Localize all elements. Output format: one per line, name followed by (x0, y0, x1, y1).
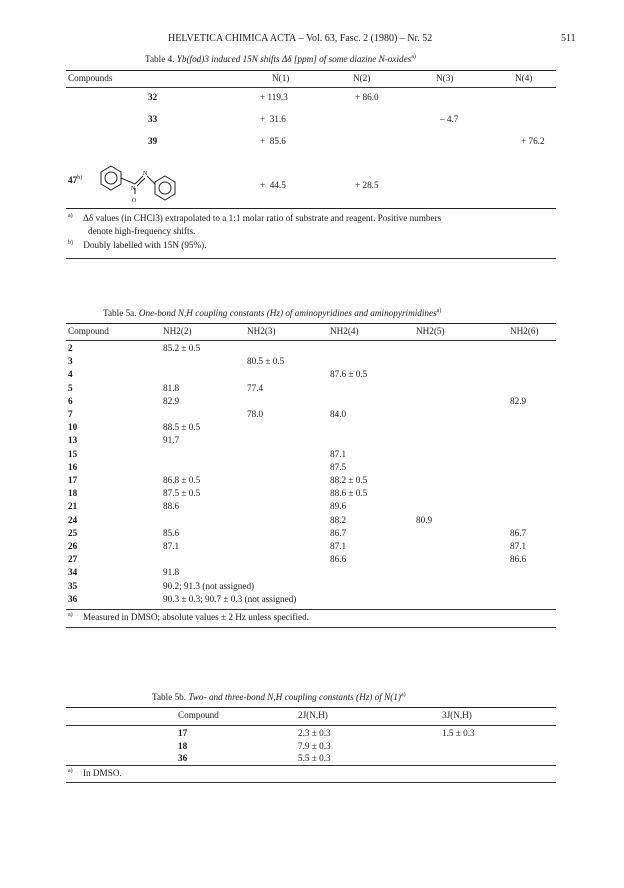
table4-bottom-rule (66, 208, 556, 209)
table5b-compound: 18 (178, 740, 188, 751)
table4-cell: + 119.3 (260, 92, 288, 102)
table5a-cell: 85.6 (163, 527, 180, 538)
journal-name: HELVETICA CHIMICA ACTA (168, 33, 297, 44)
table4-col-n3: N(3) (436, 73, 454, 83)
table4-compound: 39 (148, 136, 158, 146)
table5b-top-rule (66, 707, 556, 708)
table5b-cell: 7.9 ± 0.3 (298, 740, 331, 751)
table5a-compound: 2 (68, 343, 73, 353)
table5a-compound: 35 (68, 580, 78, 591)
table5a-col-header: NH2(4) (330, 326, 359, 336)
table5a-compound: 21 (68, 501, 78, 512)
table5a-cell: 86.7 (330, 527, 347, 538)
table5a-compound: 6 (68, 395, 73, 406)
table5a-col-header: NH2(3) (247, 326, 276, 336)
table4-footnote-b: $^{b)}$ Doubly labelled with 15N (95%). (68, 240, 207, 251)
table5a-cell: 91.7 (163, 435, 180, 446)
table5b-cell: 5.5 ± 0.3 (298, 753, 331, 763)
table5a-cell: 77.4 (247, 382, 264, 393)
table5a-bottom-rule (66, 609, 556, 610)
table5b-compound: 36 (178, 753, 188, 763)
table4-caption: Table 4. Yb(fod)3 induced 15N shifts Δδ [ppm] of some diazine N-oxides$^{a)}$ (145, 54, 416, 65)
table5a-compound: 5 (68, 382, 73, 393)
table5b-cell: 1.5 ± 0.3 (442, 728, 475, 738)
table5b-cell: 2.3 ± 0.3 (298, 728, 331, 738)
table5a-end-rule (66, 627, 556, 628)
table5a-cell: 87.1 (510, 541, 527, 551)
table5b-compound: 17 (178, 728, 188, 738)
table5a-cell: 88.5 ± 0.5 (163, 422, 201, 433)
table5a-header-rule (66, 340, 556, 341)
table5a-cell: 78.0 (247, 409, 264, 419)
table5a-cell: 88.2 (330, 514, 347, 525)
table4-cell: + 86.0 (355, 92, 379, 102)
table5b-col-compound: Compound (178, 710, 219, 720)
atom-label: N (131, 186, 136, 192)
table5a-compound: 15 (68, 448, 78, 459)
table4-cell: – 4.7 (440, 114, 459, 124)
table4-cell: + 44.5 (260, 180, 286, 190)
table5a-top-rule (66, 323, 556, 324)
table5a-col-header: NH2(2) (163, 326, 192, 336)
table5a-cell: 80.9 (416, 514, 433, 525)
table5a-cell: 87.6 ± 0.5 (330, 369, 368, 380)
table5a-cell: 87.1 (163, 541, 180, 551)
table5a-cell: 86.6 (330, 554, 347, 565)
table4-end-rule (66, 258, 556, 259)
table5b-col-2j: 2J(N,H) (298, 710, 328, 720)
table4-footnote-a-cont: denote high-frequency shifts. (88, 226, 196, 236)
table5a-cell: 90.3 ± 0.3; 90.7 ± 0.3 (not assigned) (163, 593, 297, 604)
table4-col-n1: N(1) (272, 73, 290, 83)
atom-label: O (132, 198, 137, 204)
page-number: 511 (561, 33, 576, 44)
table5a-compound: 13 (68, 435, 78, 446)
table5a-cell: 90.2; 91.3 (not assigned) (163, 580, 255, 591)
table5a-compound: 18 (68, 488, 78, 499)
atom-label: N (143, 171, 148, 177)
table4-cell: + 28.5 (355, 180, 379, 190)
table5b-end-rule (66, 782, 556, 783)
table5a-cell: 82.9 (163, 395, 180, 406)
table4-compound: 32 (148, 92, 158, 102)
table5a-cell: 87.5 (330, 461, 347, 472)
table5a-cell: 86.7 (510, 527, 527, 538)
journal-citation: – Vol. 63, Fasc. 2 (1980) – Nr. 52 (298, 33, 433, 44)
table4-footnote-a: $^{a)}$ Δδ values (in CHCl3) extrapolated to a 1:1 molar ratio of substrate and reagent. Positive numbers (68, 213, 442, 224)
table5a-caption: Table 5a. One-bond N,H coupling constants (Hz) of aminopyridines and aminopyrimidines$^{a)}$ (103, 308, 442, 319)
table5a-cell: 81.8 (163, 382, 180, 393)
table4-col-n4: N(4) (515, 73, 533, 83)
table5a-compound: 24 (68, 514, 78, 525)
running-header (168, 33, 432, 44)
table5a-footnote: $^{a)}$ Measured in DMSO; absolute values ± 2 Hz unless specified. (68, 612, 309, 623)
table5a-compound: 16 (68, 461, 78, 472)
table5b-col-3j: 3J(N,H) (442, 710, 472, 720)
table5a-cell: 89.6 (330, 501, 347, 512)
table5a-cell: 87.5 ± 0.5 (163, 488, 201, 499)
table4-col-n2: N(2) (353, 73, 371, 83)
table5a-compound: 17 (68, 475, 78, 485)
table5a-compound: 4 (68, 369, 73, 380)
table4-col-compounds: Compounds (68, 73, 113, 83)
table4-cell: + 31.6 (260, 114, 286, 124)
table5b-bottom-rule (66, 765, 556, 766)
table5b-caption: Table 5b. Two- and three-bond N,H coupling constants (Hz) of $N(1)^{a)}$ (152, 692, 406, 703)
table5a-compound: 25 (68, 527, 78, 538)
table5a-cell: 87.1 (330, 541, 347, 551)
table5a-cell: 85.2 ± 0.5 (163, 343, 201, 353)
table5a-col-header: NH2(6) (510, 326, 539, 336)
table5a-cell: 88.6 (163, 501, 180, 512)
azoxybenzene-structure (95, 158, 225, 204)
table5a-compound: 36 (68, 593, 78, 604)
table4-cell: + 76.2 (521, 136, 545, 146)
table5b-footnote: $^{a)}$ In DMSO. (68, 768, 122, 779)
table5a-col-header: Compound (68, 326, 109, 336)
table5a-cell: 86.6 (510, 554, 527, 565)
table5a-cell: 84.0 (330, 409, 347, 419)
table5a-col-header: NH2(5) (416, 326, 445, 336)
table5a-cell: 88.2 ± 0.5 (330, 475, 368, 485)
table5a-cell: 91.8 (163, 567, 180, 578)
table5a-compound: 34 (68, 567, 78, 578)
table5a-compound: 26 (68, 541, 78, 551)
table5a-cell: 87.1 (330, 448, 347, 459)
table5a-compound: 27 (68, 554, 78, 565)
table5a-compound: 3 (68, 356, 73, 367)
table5a-compound: 10 (68, 422, 78, 433)
table4-compound: 33 (148, 114, 158, 124)
table5a-cell: 88.6 ± 0.5 (330, 488, 368, 499)
table4-header-rule (66, 87, 556, 88)
table5a-cell: 86.8 ± 0.5 (163, 475, 201, 485)
table4-cell: + 85.6 (260, 136, 286, 146)
table5a-compound: 7 (68, 409, 73, 419)
table4-compound-47: 47$^{b)}$ (68, 175, 83, 186)
table5a-cell: 82.9 (510, 395, 527, 406)
table5a-cell: 80.5 ± 0.5 (247, 356, 285, 367)
table4-top-rule (66, 70, 556, 71)
table5b-header-rule (66, 725, 556, 726)
